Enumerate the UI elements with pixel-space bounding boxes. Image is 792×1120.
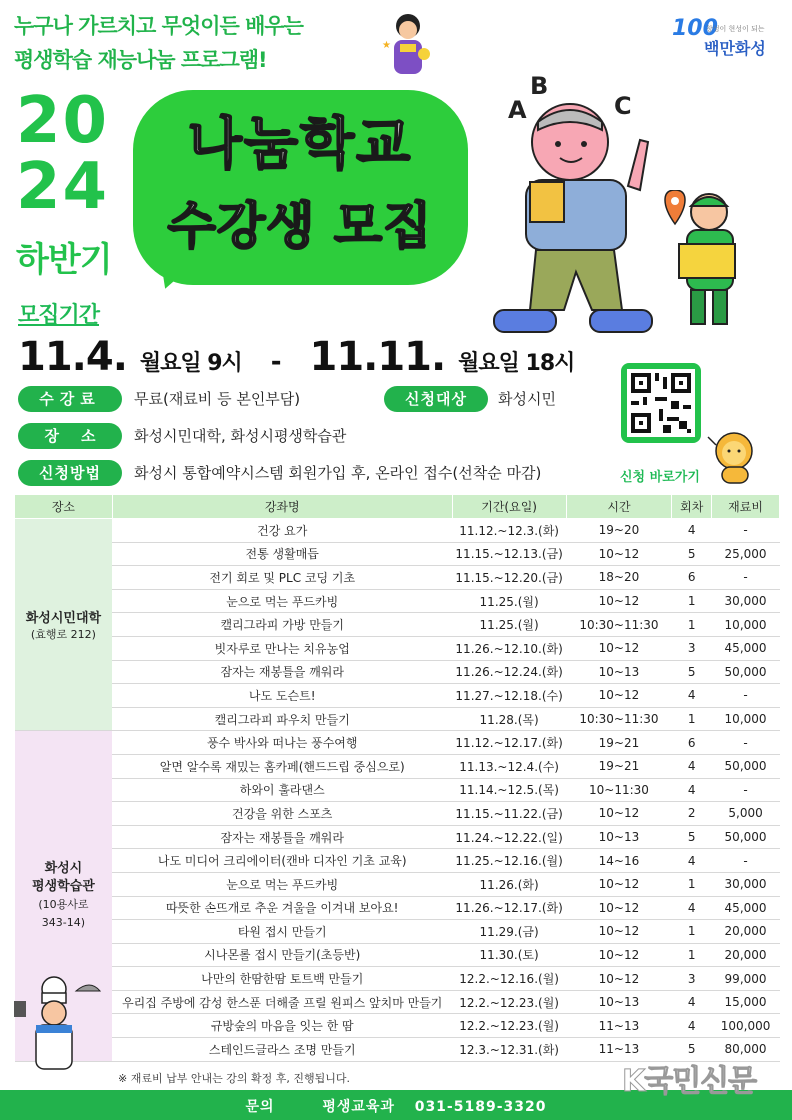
course-name: 건강 요가 bbox=[112, 519, 452, 543]
course-time: 10~12 bbox=[566, 802, 672, 826]
course-period: 11.25.(월) bbox=[452, 613, 566, 637]
course-sessions: 4 bbox=[672, 684, 712, 708]
place-cell-citizen-college bbox=[15, 519, 113, 731]
table-row bbox=[15, 519, 780, 543]
course-period: 11.28.(목) bbox=[452, 707, 566, 731]
period-start-time: 월요일 9시 bbox=[139, 351, 242, 376]
course-time: 10~13 bbox=[566, 990, 672, 1014]
table-row bbox=[15, 589, 780, 613]
course-fee: - bbox=[712, 778, 780, 802]
target-value: 화성시민 bbox=[498, 390, 556, 408]
course-sessions: 1 bbox=[672, 943, 712, 967]
table-row bbox=[15, 825, 780, 849]
course-time: 10~11:30 bbox=[566, 778, 672, 802]
table-row bbox=[15, 731, 780, 755]
year-top: 20 bbox=[16, 84, 110, 158]
course-time: 10~12 bbox=[566, 896, 672, 920]
course-period: 11.12.~12.3.(화) bbox=[452, 519, 566, 543]
course-sessions: 4 bbox=[672, 849, 712, 873]
course-period: 11.26.(화) bbox=[452, 872, 566, 896]
course-time: 10~12 bbox=[566, 967, 672, 991]
course-name: 눈으로 먹는 푸드카빙 bbox=[112, 589, 452, 613]
course-name: 잠자는 재봉틀을 깨워라 bbox=[112, 660, 452, 684]
course-name: 캘리그라피 가방 만들기 bbox=[112, 613, 452, 637]
place-address: 343-14) bbox=[41, 916, 86, 929]
course-fee: 99,000 bbox=[712, 967, 780, 991]
course-time: 10~12 bbox=[566, 684, 672, 708]
course-name: 시나몬롤 접시 만들기(초등반) bbox=[112, 943, 452, 967]
table-row bbox=[15, 778, 780, 802]
course-sessions: 4 bbox=[672, 754, 712, 778]
place-label: 장소 bbox=[18, 423, 122, 449]
letter-c: C bbox=[614, 92, 632, 120]
course-period: 11.24.~12.22.(일) bbox=[452, 825, 566, 849]
table-row bbox=[15, 1014, 780, 1038]
course-sessions: 5 bbox=[672, 542, 712, 566]
course-time: 10~12 bbox=[566, 542, 672, 566]
table-row bbox=[15, 684, 780, 708]
footer-phone[interactable]: 031-5189-3320 bbox=[414, 1099, 547, 1115]
table-row bbox=[15, 896, 780, 920]
target-label: 신청대상 bbox=[384, 386, 488, 412]
course-sessions: 4 bbox=[672, 519, 712, 543]
course-name: 나만의 한땀한땀 토트백 만들기 bbox=[112, 967, 452, 991]
course-period: 11.12.~12.17.(화) bbox=[452, 731, 566, 755]
table-row bbox=[15, 943, 780, 967]
fee-label: 수강료 bbox=[18, 386, 122, 412]
watermark: K국민신문 bbox=[622, 1064, 757, 1099]
header-sessions: 회차 bbox=[672, 495, 712, 519]
course-name: 빗자루로 만나는 치유농업 bbox=[112, 636, 452, 660]
place-value: 화성시민대학, 화성시평생학습관 bbox=[134, 427, 347, 445]
title-line2: 수강생 모집 bbox=[167, 197, 433, 255]
period-dates bbox=[18, 334, 574, 380]
year-bottom: 24 bbox=[16, 150, 110, 224]
course-period: 11.25.(월) bbox=[452, 589, 566, 613]
place-address: (10용사로 bbox=[38, 898, 89, 911]
fee-value: 무료(재료비 등 본인부담) bbox=[134, 390, 301, 408]
course-period: 11.15.~12.13.(금) bbox=[452, 542, 566, 566]
tagline-line1: 누구나 가르치고 무엇이든 배우는 bbox=[14, 14, 303, 38]
course-name: 나도 미디어 크리에이터(캔바 디자인 기초 교육) bbox=[112, 849, 452, 873]
course-name: 우리집 주방에 감성 한스푼 더해줄 프릴 원피스 앞치마 만들기 bbox=[112, 990, 452, 1014]
year-block bbox=[16, 84, 110, 224]
course-period: 12.2.~12.23.(월) bbox=[452, 1014, 566, 1038]
course-period: 11.14.~12.5.(목) bbox=[452, 778, 566, 802]
header-period: 기간(요일) bbox=[452, 495, 566, 519]
course-name: 규방숲의 마음을 잇는 한 땀 bbox=[112, 1014, 452, 1038]
footer-dept: 평생교육과 bbox=[322, 1099, 395, 1115]
period-dash: - bbox=[270, 347, 281, 377]
course-time: 10~12 bbox=[566, 920, 672, 944]
course-period: 11.26.~12.10.(화) bbox=[452, 636, 566, 660]
logo-number: 100 bbox=[672, 16, 718, 41]
course-period: 11.25.~12.16.(월) bbox=[452, 849, 566, 873]
table-row bbox=[15, 802, 780, 826]
course-sessions: 1 bbox=[672, 613, 712, 637]
letter-a: A bbox=[508, 96, 527, 124]
course-time: 10~13 bbox=[566, 660, 672, 684]
course-sessions: 1 bbox=[672, 707, 712, 731]
course-fee: - bbox=[712, 849, 780, 873]
course-time: 10~13 bbox=[566, 825, 672, 849]
table-row bbox=[15, 872, 780, 896]
course-fee: 20,000 bbox=[712, 943, 780, 967]
course-fee: - bbox=[712, 519, 780, 543]
course-sessions: 3 bbox=[672, 636, 712, 660]
course-fee: 100,000 bbox=[712, 1014, 780, 1038]
qr-caption[interactable]: 신청 바로가기 bbox=[620, 470, 700, 485]
header-fee: 재료비 bbox=[712, 495, 780, 519]
header-time: 시간 bbox=[566, 495, 672, 519]
course-period: 11.26.~12.17.(화) bbox=[452, 896, 566, 920]
course-time: 11~13 bbox=[566, 1038, 672, 1062]
course-sessions: 4 bbox=[672, 1014, 712, 1038]
course-fee: 30,000 bbox=[712, 589, 780, 613]
course-name: 스테인드글라스 조명 만들기 bbox=[112, 1038, 452, 1062]
course-sessions: 4 bbox=[672, 896, 712, 920]
course-time: 11~13 bbox=[566, 1014, 672, 1038]
period-label: 모집기간 bbox=[18, 303, 100, 328]
course-fee: 45,000 bbox=[712, 636, 780, 660]
letter-b: B bbox=[530, 72, 549, 100]
course-name: 따뜻한 손뜨개로 추운 겨울을 이겨내 보아요! bbox=[112, 896, 452, 920]
period-end-time: 월요일 18시 bbox=[458, 351, 575, 376]
course-fee: 20,000 bbox=[712, 920, 780, 944]
logo-name: 백만화성 bbox=[704, 39, 766, 58]
course-name: 전기 회로 및 PLC 코딩 기초 bbox=[112, 566, 452, 590]
course-time: 10~12 bbox=[566, 872, 672, 896]
course-fee: 10,000 bbox=[712, 613, 780, 637]
place-address: (효행로 212) bbox=[30, 628, 96, 642]
course-time: 14~16 bbox=[566, 849, 672, 873]
course-sessions: 3 bbox=[672, 967, 712, 991]
course-fee: 30,000 bbox=[712, 872, 780, 896]
half-year-label: 하반기 bbox=[16, 240, 112, 280]
course-period: 11.13.~12.4.(수) bbox=[452, 754, 566, 778]
qr-pattern bbox=[627, 369, 695, 437]
course-sessions: 5 bbox=[672, 660, 712, 684]
course-sessions: 4 bbox=[672, 990, 712, 1014]
course-table bbox=[14, 494, 780, 1062]
course-time: 10:30~11:30 bbox=[566, 613, 672, 637]
teacher-illustration bbox=[378, 8, 438, 82]
place-name: 평생학습관 bbox=[32, 879, 95, 894]
course-fee: 15,000 bbox=[712, 990, 780, 1014]
course-sessions: 5 bbox=[672, 825, 712, 849]
course-name: 잠자는 재봉틀을 깨워라 bbox=[112, 825, 452, 849]
course-fee: 50,000 bbox=[712, 754, 780, 778]
method-label: 신청방법 bbox=[18, 460, 122, 486]
course-fee: 5,000 bbox=[712, 802, 780, 826]
header-course: 강좌명 bbox=[112, 495, 452, 519]
qr-code[interactable] bbox=[621, 363, 701, 443]
period-start-date: 11.4. bbox=[18, 334, 127, 380]
course-fee: - bbox=[712, 731, 780, 755]
course-name: 캘리그라피 파우치 만들기 bbox=[112, 707, 452, 731]
worker-illustration bbox=[655, 190, 755, 340]
table-row bbox=[15, 967, 780, 991]
course-name: 전통 생활매듭 bbox=[112, 542, 452, 566]
course-name: 하와이 훌라댄스 bbox=[112, 778, 452, 802]
course-time: 10~12 bbox=[566, 943, 672, 967]
table-row bbox=[15, 613, 780, 637]
table-row bbox=[15, 849, 780, 873]
table-row bbox=[15, 754, 780, 778]
course-fee: 25,000 bbox=[712, 542, 780, 566]
course-period: 11.15.~12.20.(금) bbox=[452, 566, 566, 590]
header-place: 장소 bbox=[15, 495, 113, 519]
course-time: 10~12 bbox=[566, 636, 672, 660]
course-sessions: 1 bbox=[672, 589, 712, 613]
course-time: 19~21 bbox=[566, 754, 672, 778]
mascot-illustration bbox=[704, 425, 768, 487]
table-row bbox=[15, 990, 780, 1014]
tagline-line2: 평생학습 재능나눔 프로그램! bbox=[14, 48, 267, 72]
course-period: 12.3.~12.31.(화) bbox=[452, 1038, 566, 1062]
course-period: 11.30.(토) bbox=[452, 943, 566, 967]
course-name: 나도 도슨트! bbox=[112, 684, 452, 708]
course-time: 19~20 bbox=[566, 519, 672, 543]
table-header-row bbox=[15, 495, 780, 519]
course-fee: 50,000 bbox=[712, 825, 780, 849]
course-time: 19~21 bbox=[566, 731, 672, 755]
footer-label: 문의 bbox=[245, 1099, 275, 1115]
course-fee: - bbox=[712, 566, 780, 590]
course-sessions: 6 bbox=[672, 731, 712, 755]
footnote: ※ 재료비 납부 안내는 강의 확정 후, 진행됩니다. bbox=[118, 1072, 350, 1085]
table-row bbox=[15, 920, 780, 944]
chef-illustration bbox=[4, 975, 104, 1075]
method-value: 화성시 통합예약시스템 회원가입 후, 온라인 접수(선착순 마감) bbox=[134, 464, 542, 482]
course-period: 11.27.~12.18.(수) bbox=[452, 684, 566, 708]
course-sessions: 2 bbox=[672, 802, 712, 826]
course-period: 12.2.~12.16.(월) bbox=[452, 967, 566, 991]
course-sessions: 1 bbox=[672, 872, 712, 896]
table-row bbox=[15, 542, 780, 566]
course-sessions: 6 bbox=[672, 566, 712, 590]
course-period: 12.2.~12.23.(월) bbox=[452, 990, 566, 1014]
course-name: 건강을 위한 스포츠 bbox=[112, 802, 452, 826]
table-row bbox=[15, 707, 780, 731]
course-fee: 80,000 bbox=[712, 1038, 780, 1062]
course-time: 10:30~11:30 bbox=[566, 707, 672, 731]
course-name: 눈으로 먹는 푸드카빙 bbox=[112, 872, 452, 896]
course-period: 11.29.(금) bbox=[452, 920, 566, 944]
course-sessions: 5 bbox=[672, 1038, 712, 1062]
course-name: 풍수 박사와 떠나는 풍수여행 bbox=[112, 731, 452, 755]
old-man-illustration bbox=[490, 100, 670, 345]
course-name: 알면 알수록 재밌는 홈카페(핸드드립 중심으로) bbox=[112, 754, 452, 778]
table-row bbox=[15, 660, 780, 684]
course-fee: - bbox=[712, 684, 780, 708]
course-sessions: 4 bbox=[672, 778, 712, 802]
table-row bbox=[15, 566, 780, 590]
course-name: 타원 접시 만들기 bbox=[112, 920, 452, 944]
course-sessions: 1 bbox=[672, 920, 712, 944]
course-period: 11.26.~12.24.(화) bbox=[452, 660, 566, 684]
logo-slogan: 창성이 현성이 되는 bbox=[706, 25, 765, 33]
svg-text:★: ★ bbox=[382, 40, 391, 51]
course-time: 18~20 bbox=[566, 566, 672, 590]
table-row bbox=[15, 636, 780, 660]
course-fee: 50,000 bbox=[712, 660, 780, 684]
course-fee: 45,000 bbox=[712, 896, 780, 920]
title-line1: 나눔학교 bbox=[187, 112, 413, 177]
period-end-date: 11.11. bbox=[309, 334, 446, 380]
place-name: 화성시민대학 bbox=[25, 611, 102, 627]
place-name: 화성시 bbox=[44, 861, 83, 876]
course-fee: 10,000 bbox=[712, 707, 780, 731]
course-period: 11.15.~11.22.(금) bbox=[452, 802, 566, 826]
table-body bbox=[15, 519, 780, 1062]
course-time: 10~12 bbox=[566, 589, 672, 613]
